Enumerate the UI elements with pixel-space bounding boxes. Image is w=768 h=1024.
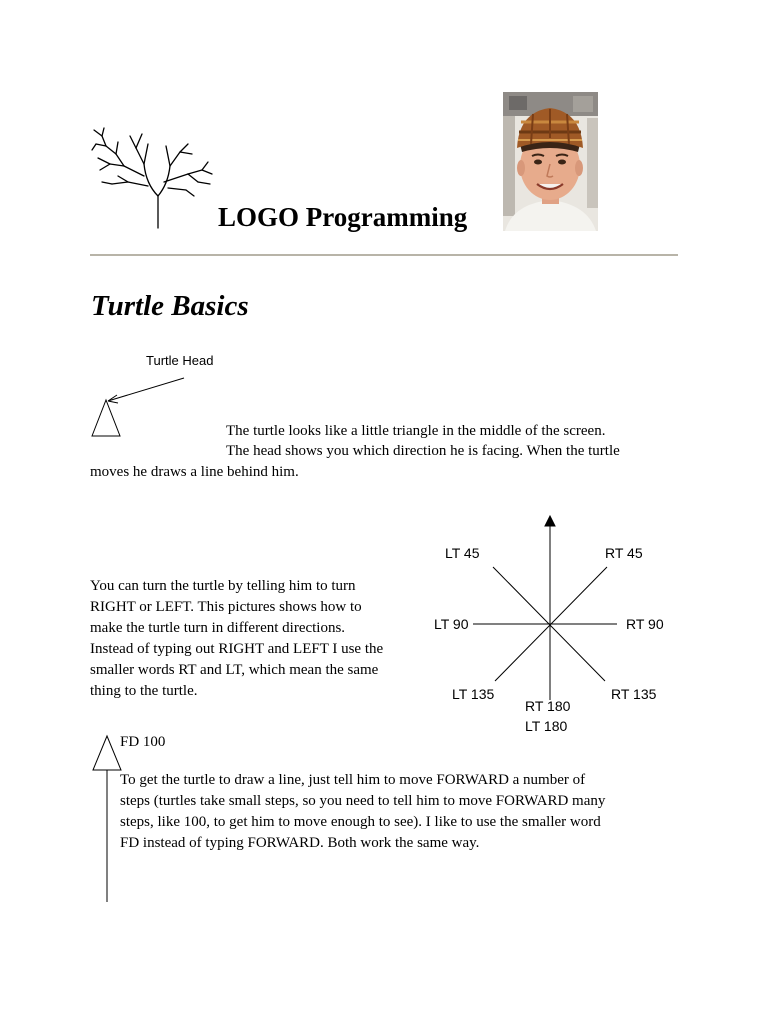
header-divider [90, 254, 678, 256]
turtle-triangle-icon [88, 370, 198, 442]
turning-compass-diagram [425, 510, 675, 740]
tree-drawing-icon [88, 124, 218, 234]
turning-text-line: make the turtle turn in different directions. [90, 620, 346, 636]
label-rt90: RT 90 [626, 616, 664, 632]
label-rt180: RT 180 [525, 698, 571, 714]
forward-text-line: To get the turtle to draw a line, just tell him to move FORWARD a number of [120, 772, 586, 788]
turning-text-line: smaller words RT and LT, which mean the same [90, 662, 379, 678]
turning-text-line: Instead of typing out RIGHT and LEFT I use the [90, 641, 384, 657]
page-title: LOGO Programming [218, 202, 468, 232]
section-title: Turtle Basics [91, 290, 249, 322]
forward-text-line: steps (turtles take small steps, so you need to tell him to move FORWARD many [120, 793, 606, 809]
compass-up-arrow [545, 516, 555, 526]
turning-text-line: RIGHT or LEFT. This pictures shows how to [90, 599, 362, 615]
label-lt180: LT 180 [525, 718, 568, 734]
forward-text-line: FD instead of typing FORWARD. Both work the same way. [120, 835, 480, 851]
author-photo [503, 92, 598, 231]
label-rt135: RT 135 [611, 686, 657, 702]
turning-paragraph [90, 576, 430, 702]
turning-text-line: thing to the turtle. [90, 683, 198, 699]
label-lt45: LT 45 [445, 545, 480, 561]
forward-paragraph [120, 770, 605, 854]
forward-command-label: FD 100 [120, 734, 166, 750]
label-rt45: RT 45 [605, 545, 643, 561]
intro-text-line: The turtle looks like a little triangle in the middle of the screen. [226, 423, 606, 439]
forward-text-line: steps, like 100, to get him to move enough to see). I like to use the smaller word [120, 814, 601, 830]
label-lt90: LT 90 [434, 616, 469, 632]
turtle-head-label: Turtle Head [146, 353, 214, 368]
intro-text-line: moves he draws a line behind him. [90, 464, 299, 480]
label-lt135: LT 135 [452, 686, 495, 702]
turning-text-line: You can turn the turtle by telling him to turn [90, 578, 356, 594]
intro-text-line: The head shows you which direction he is facing. When the turtle [226, 443, 620, 459]
